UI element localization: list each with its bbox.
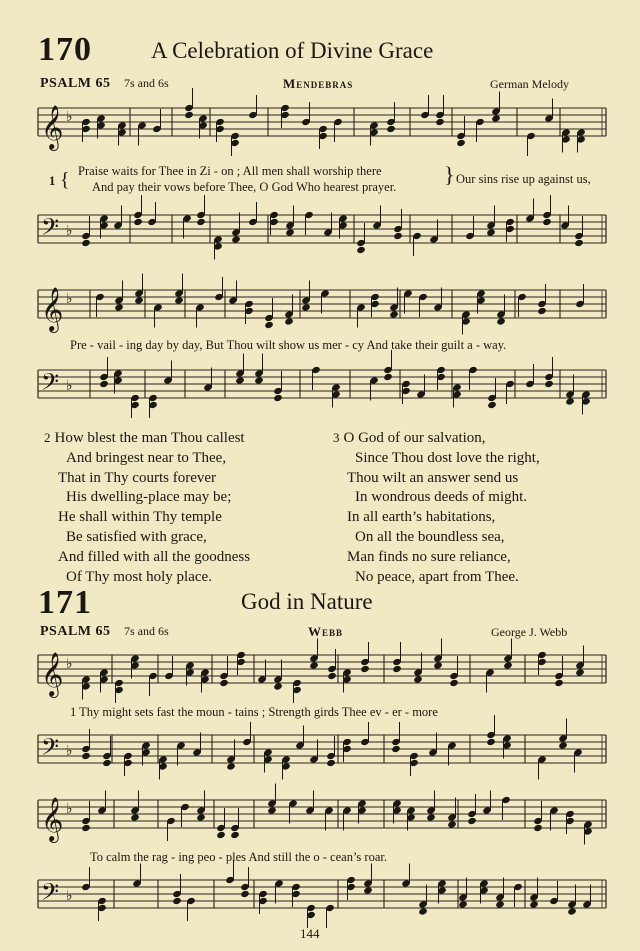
key-flat-icon: ♭ (66, 888, 73, 904)
note-head (309, 661, 319, 669)
verse-line: He shall within Thy temple (58, 509, 222, 526)
note-head (413, 675, 423, 683)
note-head (235, 376, 245, 384)
note-head (486, 738, 496, 746)
verse-line: And filled with all the goodness (58, 548, 251, 565)
note-head (81, 239, 91, 247)
note-head (285, 228, 295, 236)
lyric-line: And pay their vows before Thee, O God Who hearest prayer. (92, 180, 397, 194)
stanza-number: 2 (44, 430, 51, 445)
verse-line: That in Thy courts forever (58, 469, 217, 486)
note-head (447, 820, 457, 828)
bass-clef-icon: 𝄢 (41, 213, 60, 246)
note-head (102, 759, 112, 767)
note-head (486, 228, 496, 236)
verse-line: On all the boundless sea, (355, 528, 505, 545)
composer: George J. Webb (491, 625, 568, 639)
stanza-number: 1 (49, 174, 56, 188)
verse-line: And bringest near to Thee, (66, 449, 227, 466)
note-head (537, 307, 547, 315)
note-head (130, 813, 140, 821)
note-head (426, 813, 436, 821)
stanza-brace: { (60, 169, 70, 191)
page-number: 144 (300, 926, 320, 941)
note-head (456, 139, 466, 147)
note-head (81, 752, 91, 760)
stanza-brace: } (444, 162, 455, 187)
note-head (391, 745, 401, 753)
note-head (267, 806, 277, 814)
tune-name: Webb (308, 624, 344, 639)
note-head (284, 317, 294, 325)
note-head (389, 310, 399, 318)
hymn-title: God in Nature (241, 589, 373, 614)
verse-line: In wondrous deeds of might. (355, 489, 528, 506)
note-head (567, 907, 577, 915)
hymn-title: A Celebration of Divine Grace (151, 38, 434, 63)
note-head (326, 759, 336, 767)
note-head (542, 218, 552, 226)
note-head (383, 373, 393, 381)
note-head (435, 118, 445, 126)
note-head (264, 321, 274, 329)
note-head (386, 125, 396, 133)
note-head (544, 380, 554, 388)
note-head (327, 672, 337, 680)
verse-line: Since Thou dost love the right, (355, 449, 540, 466)
note-head (467, 817, 477, 825)
note-head (393, 232, 403, 240)
key-flat-icon: ♭ (66, 223, 73, 239)
key-flat-icon: ♭ (66, 656, 73, 672)
note-head (558, 741, 568, 749)
note-head (458, 900, 468, 908)
note-head (273, 394, 283, 402)
note-head (575, 668, 585, 676)
bass-clef-icon: 𝄢 (41, 368, 60, 401)
verse-line: Thou wilt an answer send us (347, 469, 519, 486)
bass-clef-icon: 𝄢 (41, 878, 60, 911)
verse-line: His dwelling-place may be; (66, 489, 232, 506)
note-head (133, 218, 143, 226)
lyric-line: Pre - vail - ing day by day, But Thou wilt show us mer - cy And take their guilt a - way. (70, 338, 507, 352)
note-head (273, 682, 283, 690)
tune-name: Mendebras (283, 76, 354, 91)
psalm-reference: PSALM 65 (40, 76, 111, 91)
key-flat-icon: ♭ (66, 743, 73, 759)
note-head (184, 111, 194, 119)
note-head (487, 401, 497, 409)
verse-line: In all earth’s habitations, (347, 509, 496, 526)
note-head (533, 824, 543, 832)
key-flat-icon: ♭ (66, 109, 73, 125)
verse-line: How blest the man Thou callest (54, 430, 245, 446)
key-flat-icon: ♭ (66, 378, 73, 394)
note-head (503, 661, 513, 669)
lyric-line: Praise waits for Thee in Zi - on ; All men shall worship there (78, 164, 382, 178)
lyric-line: 1 Thy might sets fast the moun - tains ; Strength girds Thee ev - er - more (70, 705, 438, 719)
note-head (240, 890, 250, 898)
note-head (491, 114, 501, 122)
note-head (574, 239, 584, 247)
hymn-meta (40, 624, 169, 640)
lyric-line: Our sins rise up against us, (456, 172, 591, 186)
note-head (196, 218, 206, 226)
verse-line: Be satisfied with grace, (66, 528, 207, 545)
note-head (529, 900, 539, 908)
note-head (99, 380, 109, 388)
verse-line: Of Thy most holy place. (66, 568, 212, 585)
lyric-line: To calm the rag - ing peo - ples And still the o - cean’s roar. (90, 850, 387, 864)
verse-line: O God of our salvation, (343, 430, 486, 446)
verse-line: No peace, apart from Thee. (355, 568, 519, 585)
note-head (81, 824, 91, 832)
note-head (495, 900, 505, 908)
treble-clef-icon: 𝄞 (41, 797, 64, 841)
key-flat-icon: ♭ (66, 291, 73, 307)
stanza-3 (333, 428, 540, 587)
note-head (363, 886, 373, 894)
composer: German Melody (490, 77, 569, 91)
note-head (301, 303, 311, 311)
note-head (114, 303, 124, 311)
note-head (174, 296, 184, 304)
note-head (219, 679, 229, 687)
hymn-number: 170 (38, 31, 92, 68)
note-head (230, 831, 240, 839)
note-head (433, 661, 443, 669)
note-head (565, 397, 575, 405)
note-head (134, 296, 144, 304)
note-head (254, 376, 264, 384)
note-head (226, 762, 236, 770)
note-head (196, 813, 206, 821)
note-head (418, 907, 428, 915)
note-head (496, 317, 506, 325)
treble-clef-icon: 𝄞 (41, 287, 64, 331)
note-head (172, 897, 182, 905)
key-flat-icon: ♭ (66, 801, 73, 817)
note-head (360, 665, 370, 673)
meter: 7s and 6s (124, 76, 169, 90)
treble-clef-icon: 𝄞 (41, 652, 64, 696)
meter: 7s and 6s (124, 624, 169, 638)
bass-clef-icon: 𝄢 (41, 733, 60, 766)
note-head (392, 665, 402, 673)
note-head (231, 235, 241, 243)
note-head (449, 679, 459, 687)
psalm-reference: PSALM 65 (40, 624, 111, 639)
hymn-number: 171 (38, 584, 92, 621)
stanza-number: 3 (333, 430, 340, 445)
verse-line: Man finds no sure reliance, (347, 548, 511, 565)
note-head (554, 679, 564, 687)
stanza-2 (44, 428, 250, 587)
note-head (356, 246, 366, 254)
treble-clef-icon: 𝄞 (41, 105, 64, 149)
note-head (216, 831, 226, 839)
